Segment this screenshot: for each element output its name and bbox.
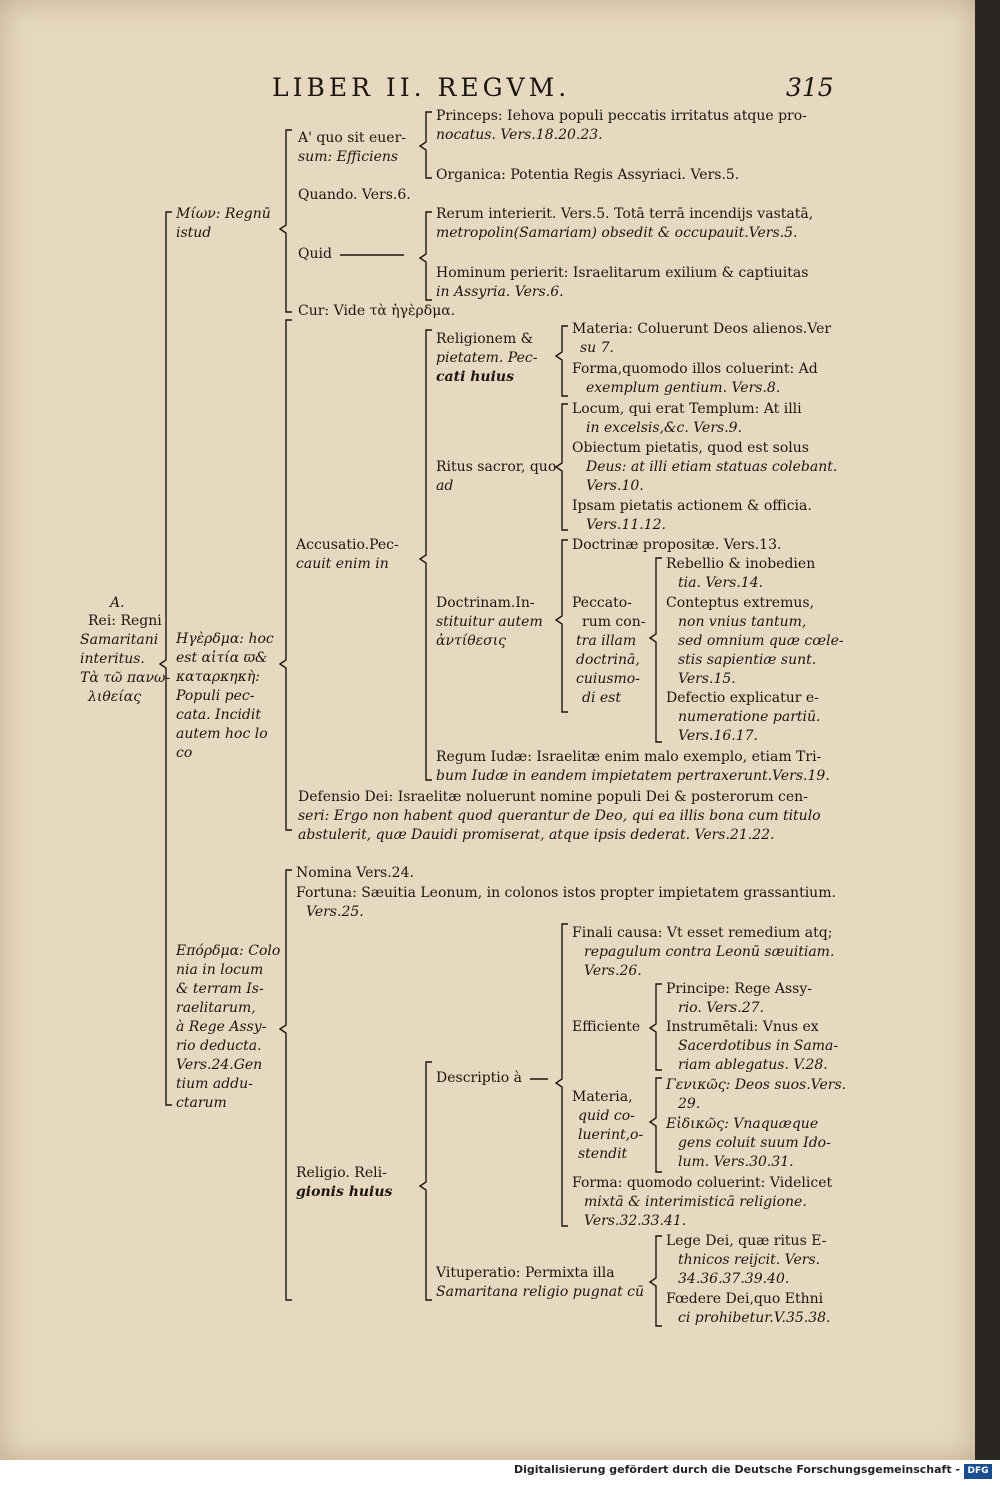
digitization-credit: Digitalisierung gefördert durch die Deutsche Forschungsgemeinschaft - [513, 1463, 960, 1476]
mat-line-2: quid co- [578, 1108, 635, 1124]
contep-line-2: non vnius tantum, [678, 614, 807, 630]
mat-bracket [650, 1078, 662, 1172]
rerum-line-1: Rerum interierit. Vers.5. Totā terrā incendijs vastatā, [436, 206, 814, 222]
aquo-line-1: A' quo sit euer- [298, 130, 407, 146]
ipsam-line-1: Ipsam pietatis actionem & officia. [572, 498, 812, 514]
s3-label-2: nia in locum [176, 962, 264, 978]
root-bracket [160, 212, 172, 1105]
root-line-3: interitus. [80, 651, 145, 667]
defect-line-2: numeratione partiū. [678, 709, 821, 725]
contep-line-5: Vers.15. [678, 671, 736, 687]
contep-line-1: Conteptus extremus, [666, 595, 815, 611]
pecc-bracket [650, 558, 662, 742]
doctr-line-3: ἀντίθεσις [436, 633, 507, 649]
quid-bracket [420, 212, 432, 300]
aquo-bracket [420, 112, 432, 178]
relig-line-2: pietatem. Pec- [436, 350, 538, 366]
finali-line-1: Finali causa: Vt esset remedium atq; [572, 925, 833, 941]
relig-bracket [556, 326, 568, 396]
defens-line-3: abstulerit, quæ Dauidi promiserat, atque ipsis dederat. Vers.21.22. [298, 827, 775, 843]
pecc-line-5: cuiusmo- [576, 671, 640, 687]
pecc-line-3: tra illam [576, 633, 637, 649]
page-number: 315 [786, 73, 834, 102]
forma3-line-1: Forma: quomodo coluerint: Videlicet [572, 1175, 833, 1191]
defens-line-2: seri: Ergo non habent quod querantur de Deo, qui ea illis bona cum titulo [298, 808, 821, 824]
accus-bracket [420, 330, 432, 780]
gen-line-2: 29. [678, 1096, 701, 1112]
dfg-logo: DFG [964, 1464, 992, 1479]
forma-line-2: exemplum gentium. Vers.8. [586, 380, 781, 396]
pecc-line-1: Peccato- [572, 595, 632, 611]
s2-bracket [280, 320, 292, 830]
princeps-line-1: Princeps: Iehova populi peccatis irritatus atque pro- [436, 108, 807, 124]
root-letter: A. [110, 595, 125, 611]
ritus-line-1: Ritus sacror, quo [436, 459, 557, 475]
vitup-bracket [650, 1236, 662, 1326]
effic-bracket [650, 984, 662, 1070]
vitup-line-2: Samaritana religio pugnat cū [436, 1284, 645, 1300]
mat-line-1: Materia, [572, 1089, 633, 1105]
obiect-line-1: Obiectum pietatis, quod est solus [572, 440, 809, 456]
pecc-line-2: rum con- [582, 614, 646, 630]
lege-line-2: thnicos reijcit. Vers. [678, 1252, 821, 1268]
regum-line-1: Regum Iudæ: Israelitæ enim malo exemplo, etiam Tri- [436, 749, 822, 765]
s3-bracket [280, 870, 292, 1300]
s3-label-6: rio deducta. [176, 1038, 262, 1054]
spec-line-3: lum. Vers.30.31. [678, 1154, 794, 1170]
obiect-line-3: Vers.10. [586, 478, 644, 494]
doctrprop-line: Doctrinæ propositæ. Vers.13. [572, 537, 782, 553]
effic-label: Efficiente [572, 1019, 641, 1035]
s3-label-1: Επόρδμα: Colo [176, 943, 281, 959]
vitup-line-1: Vituperatio: Permixta illa [436, 1265, 615, 1281]
s2-label-6: autem hoc lo [176, 726, 268, 742]
rebel-line-2: tia. Vers.14. [678, 575, 764, 591]
princ-line-1: Principe: Rege Assy- [666, 981, 812, 997]
contep-line-4: stis sapientiæ sunt. [678, 652, 817, 668]
root-line-5: λιθείας [88, 689, 142, 705]
instr-line-1: Instrumētali: Vnus ex [666, 1019, 819, 1035]
rerum-line-2: metropolin(Samariam) obsedit & occupauit.Vers.5. [436, 225, 798, 241]
s1-label-1: Μίων: Regnū [176, 206, 271, 222]
instr-line-3: riam ablegatus. V.28. [678, 1057, 828, 1073]
forma3-line-3: Vers.32.33.41. [584, 1213, 687, 1229]
religio-line-2: gionis huius [296, 1184, 393, 1200]
fortuna-line-2: Vers.25. [306, 904, 364, 920]
s2-label-4: Populi pec- [176, 688, 255, 704]
s3-label-8: tium addu- [176, 1076, 253, 1092]
s2-label-1: Ηγὲρδμα: hoc [176, 631, 274, 647]
s2-label-7: co [176, 745, 193, 761]
quid-label: Quid [298, 246, 332, 262]
gen-line-1: Γενικῶς: Deos suos.Vers. [666, 1077, 847, 1093]
relig-line-3: cati huius [436, 369, 514, 385]
locum-line-1: Locum, qui erat Templum: At illi [572, 401, 802, 417]
aquo-line-2: sum: Efficiens [298, 149, 399, 165]
instr-line-2: Sacerdotibus in Sama- [678, 1038, 839, 1054]
organica-line: Organica: Potentia Regis Assyriaci. Vers.5. [436, 167, 740, 183]
obiect-line-2: Deus: at illi etiam statuas colebant. [586, 459, 838, 475]
contep-line-3: sed omnium quæ cœle- [678, 633, 844, 649]
s1-bracket [280, 130, 292, 312]
doctr-bracket [556, 540, 568, 712]
ipsam-line-2: Vers.11.12. [586, 517, 666, 533]
pecc-line-6: di est [582, 690, 621, 706]
spec-line-1: Εἰδικῶς: Vnaquæque [666, 1116, 819, 1132]
ritus-bracket [556, 404, 568, 530]
s1-label-2: istud [176, 225, 212, 241]
doctr-line-1: Doctrinam.In- [436, 595, 535, 611]
pecc-line-4: doctrinā, [576, 652, 640, 668]
spec-line-2: gens coluit suum Ido- [678, 1135, 831, 1151]
hominum-line-2: in Assyria. Vers.6. [436, 284, 564, 300]
ritus-line-2: ad [436, 478, 454, 494]
hominum-line-1: Hominum perierit: Israelitarum exilium & captiuitas [436, 265, 809, 281]
rebel-line-1: Rebellio & inobedien [666, 556, 816, 572]
mat-line-4: stendit [578, 1146, 628, 1162]
defect-line-3: Vers.16.17. [678, 728, 758, 744]
root-line-1: Rei: Regni [88, 613, 162, 629]
foed-line-1: Fœdere Dei,quo Ethni [666, 1291, 824, 1307]
religio-bracket [420, 1062, 432, 1300]
lege-line-3: 34.36.37.39.40. [678, 1271, 790, 1287]
religio-line-1: Religio. Reli- [296, 1165, 387, 1181]
regum-line-2: bum Iudæ in eandem impietatem pertraxerunt.Vers.19. [436, 768, 830, 784]
fortuna-line-1: Fortuna: Sæuitia Leonum, in colonos istos propter impietatem grassantium. [296, 885, 836, 901]
s2-label-3: καταρκηκὴ: [176, 669, 260, 685]
relig-line-1: Religionem & [436, 331, 534, 347]
defect-line-1: Defectio explicatur e- [666, 690, 819, 706]
s3-label-3: & terram Is- [176, 981, 264, 997]
s2-label-5: cata. Incidit [176, 707, 261, 723]
lege-line-1: Lege Dei, quæ ritus E- [666, 1233, 827, 1249]
s3-label-5: à Rege Assy- [176, 1019, 267, 1035]
s2-label-2: est αἰτία ϖ& [176, 650, 268, 666]
s3-label-9: ctarum [176, 1095, 227, 1111]
running-title: LIBER II. REGVM. [272, 73, 571, 102]
root-line-2: Samaritani [80, 632, 159, 648]
descr-label: Descriptio à [436, 1070, 522, 1086]
accus-line-2: cauit enim in [296, 556, 389, 572]
descr-bracket [556, 924, 568, 1226]
materia-line-1: Materia: Coluerunt Deos alienos.Ver [572, 321, 832, 337]
mat-line-3: luerint,o- [578, 1127, 644, 1143]
quando-line: Quando. Vers.6. [298, 187, 411, 203]
defens-line-1: Defensio Dei: Israelitæ noluerunt nomine populi Dei & posterorum cen- [298, 789, 808, 805]
foed-line-2: ci prohibetur.V.35.38. [678, 1310, 831, 1326]
s3-label-4: raelitarum, [176, 1000, 256, 1016]
forma-line-1: Forma,quomodo illos coluerint: Ad [572, 361, 818, 377]
princ-line-2: rio. Vers.27. [678, 1000, 764, 1016]
doctr-line-2: stituitur autem [436, 614, 543, 630]
forma3-line-2: mixtā & interimisticā religione. [584, 1194, 807, 1210]
materia-line-2: su 7. [580, 340, 615, 356]
s3-label-7: Vers.24.Gen [176, 1057, 263, 1073]
finali-line-3: Vers.26. [584, 963, 642, 979]
cur-line: Cur: Vide τὰ ἡγὲρδμα. [298, 303, 456, 319]
finali-line-2: repagulum contra Leonū sæuitiam. [584, 944, 835, 960]
locum-line-2: in excelsis,&c. Vers.9. [586, 420, 743, 436]
princeps-line-2: nocatus. Vers.18.20.23. [436, 127, 603, 143]
accus-line-1: Accusatio.Pec- [296, 537, 399, 553]
root-line-4: Τὰ τῶ πανω- [80, 670, 171, 686]
nomina-line: Nomina Vers.24. [296, 865, 414, 881]
